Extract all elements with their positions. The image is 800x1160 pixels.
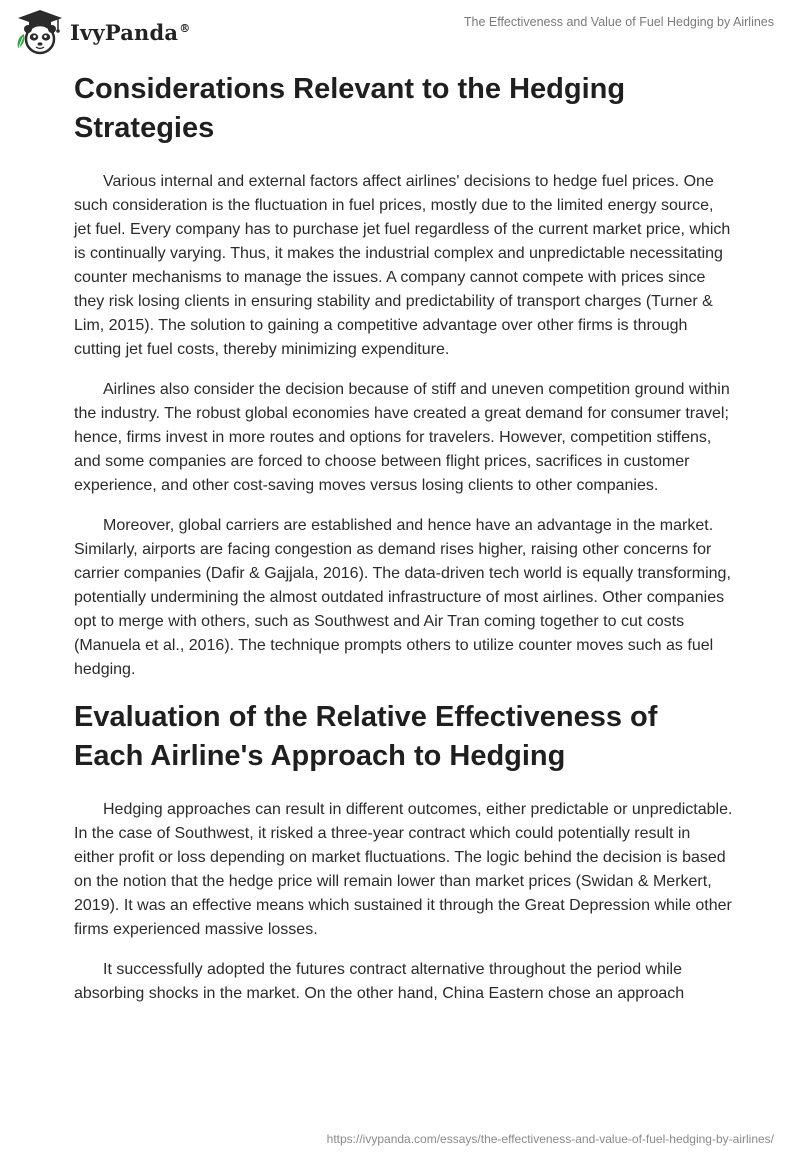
paragraph: Moreover, global carriers are established and hence have an advantage in the market. Similarly, airports are facing congestion as demand rises higher, raising other concerns for carrier companies (Dafir & Gajjala, 2016). The data-driven tech world is equally transforming, potentially undermining the almost outdated infrastructure of most airlines. Other companies opt to merge with others, such as Southwest and Air Tran coming together to cut costs (Manuela et al., 2016). The technique prompts others to utilize counter moves such as fuel hedging. [74, 517, 731, 678]
paragraph: It successfully adopted the futures contract alternative throughout the period while absorbing shocks in the market. On the other hand, China Eastern chose an approach [74, 961, 685, 1002]
essay-content [74, 70, 734, 1022]
page-header [0, 0, 800, 64]
panda-graduate-icon [14, 8, 66, 56]
brand-name: IvyPanda® [70, 19, 191, 45]
ivypanda-logo[interactable] [14, 8, 190, 56]
section-heading-evaluation: Evaluation of the Relative Effectiveness of Each Airline's Approach to Hedging [74, 701, 658, 772]
paragraph: Various internal and external factors affect airlines' decisions to hedge fuel prices. One such consideration is the fluctuation in fuel prices, mostly due to the limited energy source, jet fuel. Every company has to purchase jet fuel regardless of the current market price, which is continually varying. Thus, it makes the industrial complex and unpredictable necessitating counter mechanisms to manage the issues. A company cannot compete with prices since they risk losing clients in ensuring stability and predictability of transport charges (Turner & Lim, 2015). The solution to gaining a competitive advantage over other firms is through cutting jet fuel costs, thereby minimizing expenditure. [74, 173, 731, 358]
section-heading-considerations: Considerations Relevant to the Hedging Strategies [74, 73, 626, 144]
source-url[interactable]: https://ivypanda.com/essays/the-effectiveness-and-value-of-fuel-hedging-by-airlines/ [326, 1132, 774, 1146]
paragraph: Hedging approaches can result in different outcomes, either predictable or unpredictable. In the case of Southwest, it risked a three-year contract which could potentially result in either profit or loss depending on market fluctuations. The logic behind the decision is based on the notion that the hedge price will remain lower than market prices (Swidan & Merkert, 2019). It was an effective means which sustained it through the Great Depression while other firms experienced massive losses. [74, 801, 733, 938]
document-title: The Effectiveness and Value of Fuel Hedging by Airlines [463, 15, 774, 29]
registered-mark: ® [179, 21, 191, 35]
paragraph: Airlines also consider the decision because of stiff and uneven competition ground within the industry. The robust global economies have created a great demand for consumer travel; hence, firms invest in more routes and options for travelers. However, competition stiffens, and some companies are forced to choose between flight prices, sacrifices in customer experience, and other cost-saving moves versus losing clients to other companies. [74, 381, 730, 494]
